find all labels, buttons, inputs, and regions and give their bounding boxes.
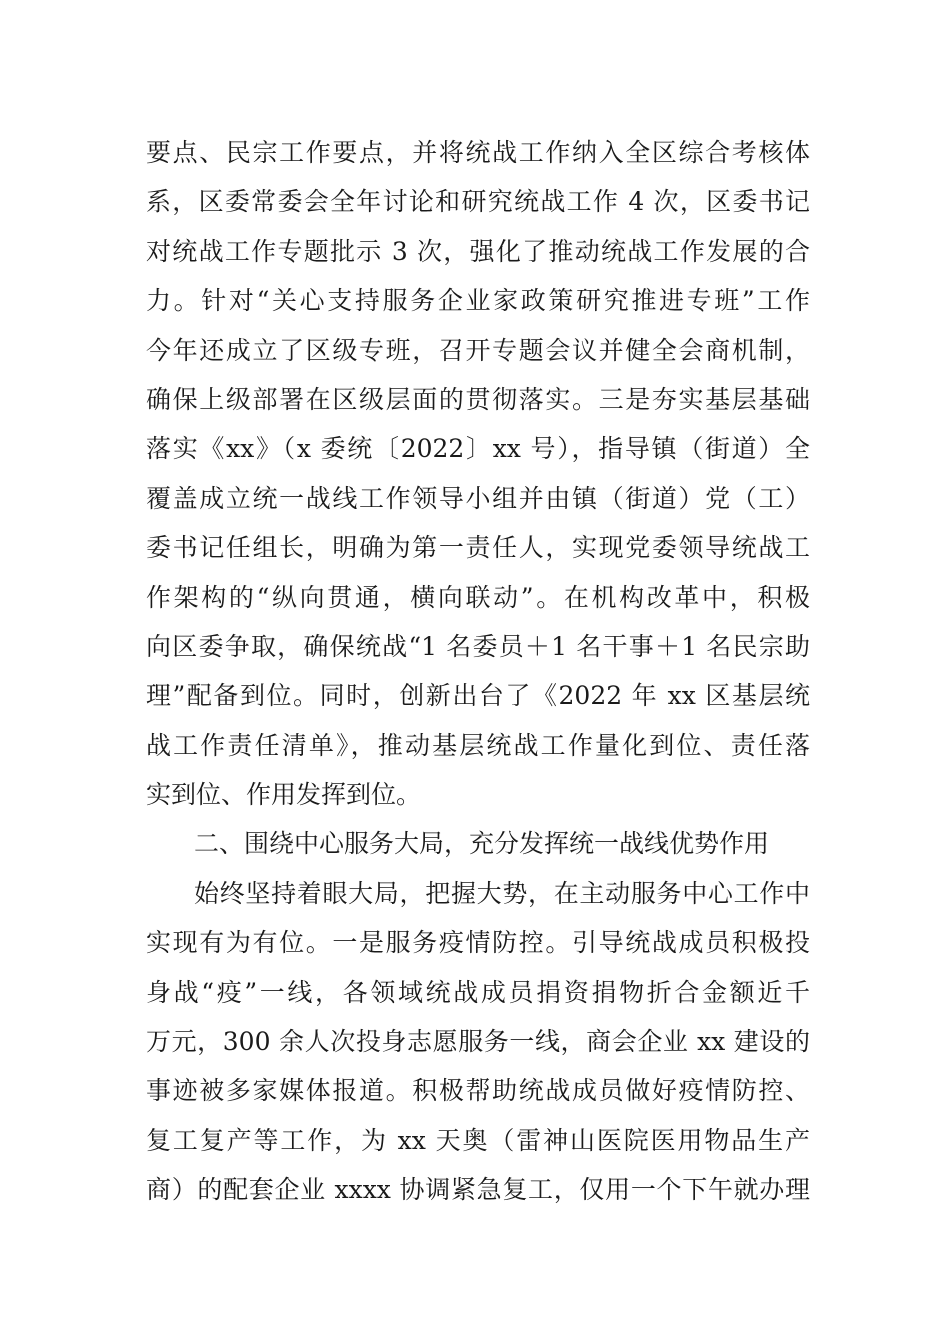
text-line: 落实《xx》（x 委统〔2022〕xx 号），指导镇（街道）全 [146,434,810,464]
paragraph-2 [146,869,810,1215]
text-line: 始终坚持着眼大局，把握大势，在主动服务中心工作中 [194,878,810,908]
text-line: 要点、民宗工作要点，并将统战工作纳入全区综合考核体 [146,138,810,167]
text-line: 身战“疫”一线，各领域统战成员捐资捐物折合金额近千 [146,977,810,1007]
text-line: 系，区委常委会全年讨论和研究统战工作 4 次，区委书记 [146,187,810,217]
text-line: 委书记任组长，明确为第一责任人，实现党委领导统战工 [146,533,810,563]
text-line: 实现有为有位。一是服务疫情防控。引导统战成员积极投 [146,928,810,958]
text-line: 事迹被多家媒体报道。积极帮助统战成员做好疫情防控、 [146,1076,810,1106]
text-line: 实到位、作用发挥到位。 [146,780,422,810]
text-line: 覆盖成立统一战线工作领导小组并由镇（街道）党（工） [146,483,810,513]
text-line: 力。针对“关心支持服务企业家政策研究推进专班”工作 [146,286,810,316]
text-line: 战工作责任清单》，推动基层统战工作量化到位、责任落 [146,730,810,760]
text-line: 理”配备到位。同时，创新出台了《2022 年 xx 区基层统 [146,681,810,711]
section-heading: 二、围绕中心服务大局，充分发挥统一战线优势作用 [194,829,770,859]
paragraph-1 [146,128,810,819]
document-body [146,128,810,1215]
text-line: 作架构的“纵向贯通，横向联动”。在机构改革中，积极 [146,582,810,612]
text-line: 复工复产等工作，为 xx 天奥（雷神山医院医用物品生产 [146,1125,810,1155]
text-line: 今年还成立了区级专班，召开专题会议并健全会商机制， [146,335,810,365]
text-line: 对统战工作专题批示 3 次，强化了推动统战工作发展的合 [146,236,810,266]
text-line: 万元，300 余人次投身志愿服务一线，商会企业 xx 建设的 [146,1027,810,1057]
text-line: 向区委争取，确保统战“1 名委员＋1 名干事＋1 名民宗助 [146,631,810,661]
text-line: 确保上级部署在区级层面的贯彻落实。三是夯实基层基础 [146,384,810,414]
text-line: 商）的配套企业 xxxx 协调紧急复工，仅用一个下午就办理 [146,1175,810,1205]
